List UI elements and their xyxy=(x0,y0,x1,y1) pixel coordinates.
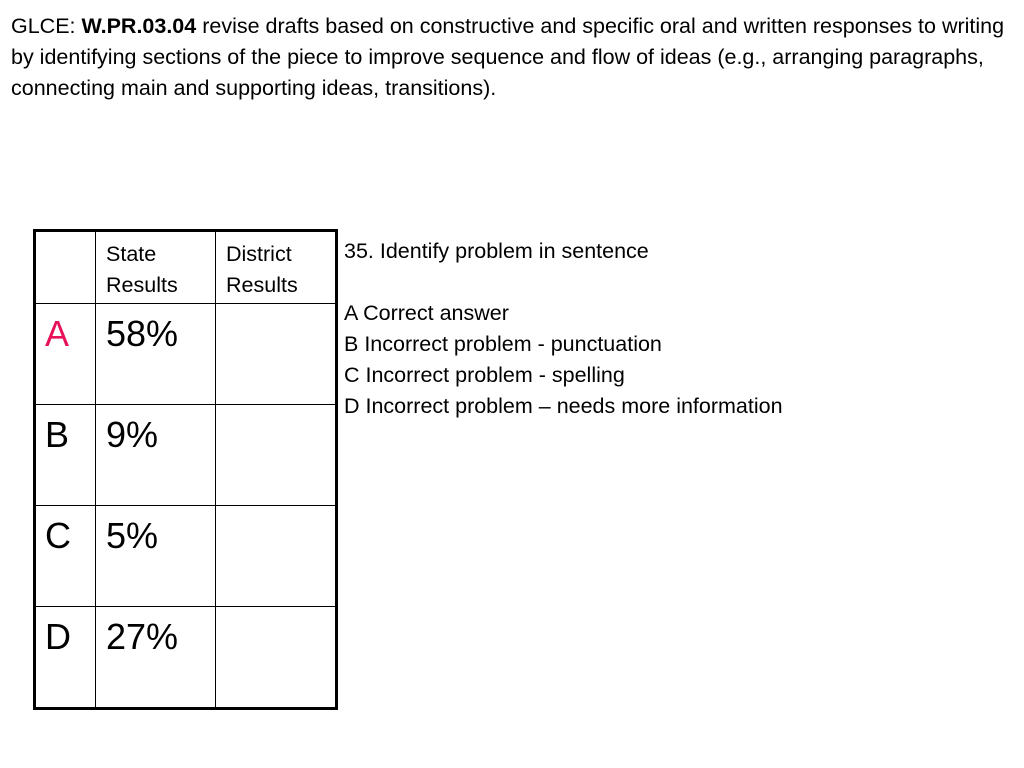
standard-header xyxy=(11,11,1017,104)
header-district-label: District Results xyxy=(226,242,298,297)
row-district-value xyxy=(216,405,335,415)
row-state-cell xyxy=(96,506,216,607)
question-block xyxy=(344,236,1004,422)
row-district-cell xyxy=(216,506,337,607)
table-header-row xyxy=(35,231,337,304)
row-letter-cell xyxy=(35,304,96,405)
header-cell-district xyxy=(216,231,337,304)
header-cell-state xyxy=(96,231,216,304)
row-state-cell xyxy=(96,405,216,506)
row-letter-cell xyxy=(35,607,96,709)
answer-option-b: B Incorrect problem - punctuation xyxy=(344,332,662,356)
row-district-cell xyxy=(216,405,337,506)
row-district-cell xyxy=(216,304,337,405)
row-district-value xyxy=(216,607,335,617)
header-state-label: State Results xyxy=(106,242,178,297)
row-letter: A xyxy=(45,313,70,354)
row-letter-cell xyxy=(35,405,96,506)
answer-option-a: A Correct answer xyxy=(344,301,509,325)
standard-code: W.PR.03.04 xyxy=(81,14,197,38)
standard-description: revise drafts based on constructive and specific oral and written responses to writing by identifying sections of the piece to improve sequence and flow of ideas (e.g., arranging paragraphs, connecting main and supporting ideas, transitions). xyxy=(11,14,1005,100)
table-row xyxy=(35,405,337,506)
table-row xyxy=(35,607,337,709)
row-district-value xyxy=(216,506,335,516)
row-letter: D xyxy=(45,616,71,657)
answer-option-c: C Incorrect problem - spelling xyxy=(344,363,625,387)
row-letter: B xyxy=(45,414,70,455)
header-cell-letter xyxy=(35,231,96,304)
header-letter-label xyxy=(36,232,95,239)
row-state-value: 27% xyxy=(106,616,179,657)
row-letter-cell xyxy=(35,506,96,607)
row-district-cell xyxy=(216,607,337,709)
table-row xyxy=(35,506,337,607)
standard-prefix: GLCE: xyxy=(11,14,82,38)
row-letter: C xyxy=(45,515,71,556)
table-row xyxy=(35,304,337,405)
row-state-value: 5% xyxy=(106,515,159,556)
row-state-cell xyxy=(96,607,216,709)
row-district-value xyxy=(216,304,335,314)
answer-option-d: D Incorrect problem – needs more information xyxy=(344,394,783,418)
results-table xyxy=(33,229,338,710)
row-state-value: 58% xyxy=(106,313,179,354)
row-state-value: 9% xyxy=(106,414,159,455)
question-title: 35. Identify problem in sentence xyxy=(344,239,649,263)
row-state-cell xyxy=(96,304,216,405)
